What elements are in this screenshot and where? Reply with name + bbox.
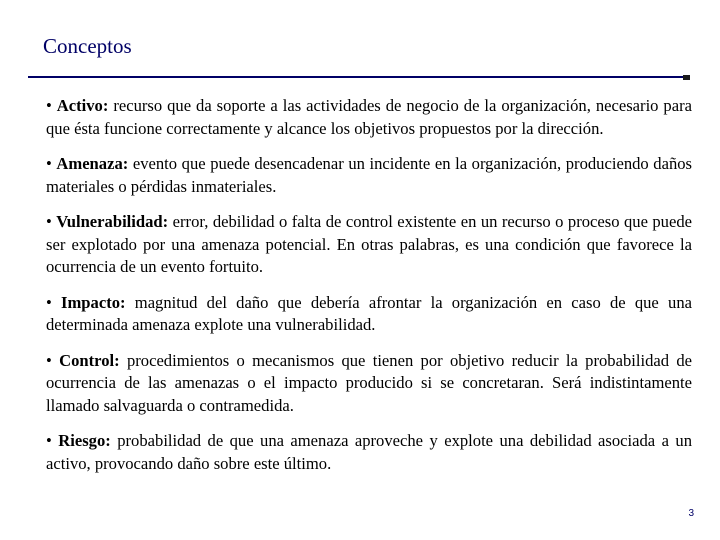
page-number: 3 [688, 508, 694, 519]
definition-vulnerabilidad [46, 211, 692, 279]
term-label: Amenaza: [56, 154, 129, 173]
definition-text: recurso que da soporte a las actividades de negocio de la organización, necesario para que ésta funcione correctamente y alcance los objetivos propuestos por la dirección. [46, 96, 692, 138]
definition-control [46, 350, 692, 418]
definition-activo [46, 95, 692, 140]
bullet-marker: • [46, 154, 52, 173]
bullet-marker: • [46, 350, 52, 370]
bullet-marker: • [46, 96, 52, 115]
definitions-list [46, 95, 692, 475]
term-label: Impacto: [61, 292, 126, 312]
term-label: Activo: [56, 96, 109, 115]
bullet-marker: • [46, 212, 52, 231]
definition-text: procedimientos o mecanismos que tienen por objetivo reducir la probabilidad de ocurrencia de las amenazas o el impacto producido si se concretaran. Será indistintamente llamado salvaguarda o contramedida. [46, 350, 692, 415]
definition-amenaza [46, 153, 692, 198]
term-label: Vulnerabilidad: [56, 212, 169, 231]
term-label: Control: [59, 350, 120, 370]
definition-text: evento que puede desencadenar un incidente en la organización, produciendo daños materiales o pérdidas inmateriales. [46, 154, 692, 196]
bullet-marker: • [46, 431, 52, 450]
definition-riesgo [46, 430, 692, 475]
term-label: Riesgo: [58, 431, 111, 450]
definition-text: probabilidad de que una amenaza aproveche y explote una debilidad asociada a un activo, provocando daño sobre este último. [46, 431, 692, 473]
title-divider [28, 76, 690, 78]
bullet-marker: • [46, 292, 52, 312]
definition-impacto [46, 292, 692, 337]
definition-text: magnitud del daño que debería afrontar la organización en caso de que una determinada amenaza explote una vulnerabilidad. [46, 292, 692, 334]
title-divider-end [683, 75, 690, 80]
slide-title: Conceptos [43, 34, 132, 58]
definition-text: error, debilidad o falta de control existente en un recurso o proceso que puede ser explotado por una amenaza potencial. En otras palabras, es una condición que favorece la ocurrencia de un evento fortuito. [46, 212, 693, 276]
